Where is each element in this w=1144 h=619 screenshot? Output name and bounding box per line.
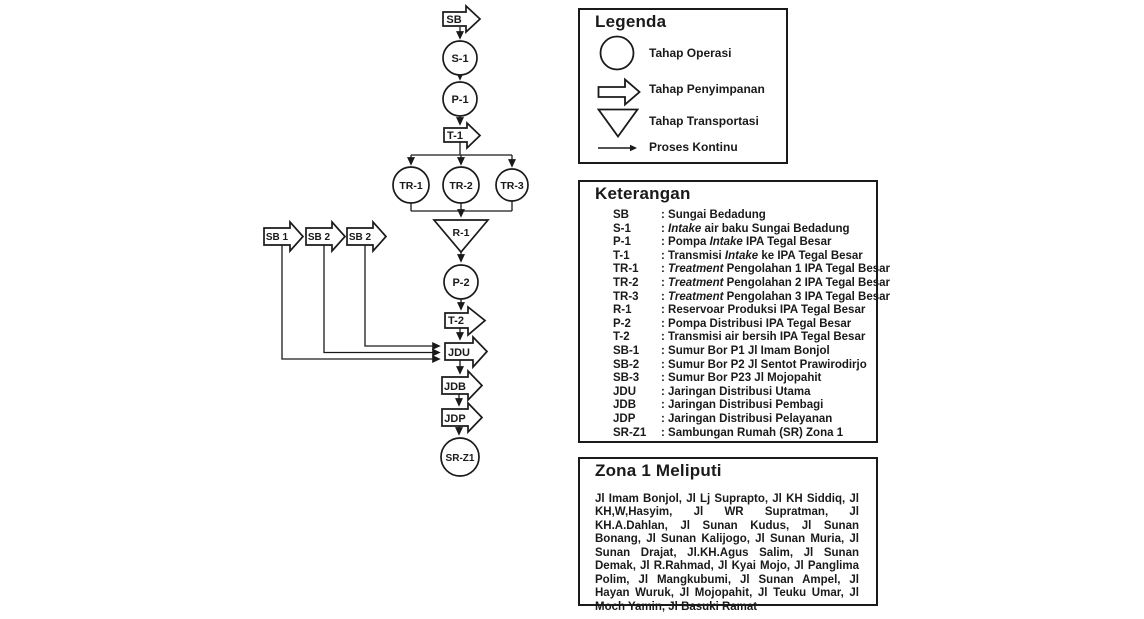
keterangan-term: SR-Z1: [613, 426, 647, 439]
keterangan-term: SB-2: [613, 358, 640, 371]
keterangan-desc: : Jaringan Distribusi Utama: [661, 385, 811, 398]
node-p1-label: P-1: [451, 94, 469, 106]
node-t1-label: T-1: [447, 130, 463, 142]
keterangan-term: R-1: [613, 304, 632, 317]
keterangan-title: Keterangan: [595, 184, 691, 203]
keterangan-term: JDB: [613, 399, 637, 412]
keterangan-desc: : Jaringan Distribusi Pembagi: [661, 399, 824, 412]
connector-sb2b-jdu: [365, 245, 439, 346]
node-tr2-label: TR-2: [449, 180, 473, 192]
tahap-penyimpanan-block-arrow-icon: [597, 77, 641, 107]
keterangan-term: T-2: [613, 331, 630, 344]
keterangan-term: SB-1: [613, 344, 640, 357]
keterangan-row: [613, 427, 870, 441]
tahap-operasi-circle-icon: [599, 35, 635, 71]
zona-text: Jl Imam Bonjol, Jl Lj Suprapto, Jl KH Siddiq, Jl KH,W,Hasyim, Jl WR Supratman, Jl KH.A.Dahlan, Jl Sunan Kudus, Jl Sunan Bonang, Jl Sunan Kalijogo, Jl Sunan Muria, Jl Sunan Drajat, Jl.KH.Agus Salim, Jl Sunan Demak, Jl R.Rahmad, Jl Kyai Mojo, Jl Panglima Polim, Jl Mangkubumi, Jl Sunan Ampel, Jl Hayan Wuruk, Jl Mojopahit, Jl Teuku Umar, Jl Moch Yamin, Jl Basuki Ramat: [595, 493, 859, 613]
node-jdp-label: JDP: [444, 413, 466, 425]
node-sb1-label: SB 1: [265, 232, 289, 243]
keterangan-desc: : Treatment Pengolahan 3 IPA Tegal Besar: [661, 290, 891, 303]
keterangan-term: TR-3: [613, 290, 639, 303]
keterangan-term: SB: [613, 209, 629, 221]
keterangan-term: P-2: [613, 317, 631, 330]
node-t2-label: T-2: [448, 315, 464, 327]
legend-item-label: Tahap Penyimpanan: [649, 82, 765, 96]
keterangan-desc: : Pompa Distribusi IPA Tegal Besar: [661, 317, 852, 330]
zona-title: Zona 1 Meliputi: [595, 461, 722, 480]
keterangan-term: TR-1: [613, 263, 639, 276]
keterangan-term: JDU: [613, 385, 637, 398]
keterangan-desc: : Sumur Bor P2 Jl Sentot Prawirodirjo: [661, 358, 867, 371]
tahap-transportasi-triangle-icon: [597, 108, 639, 138]
keterangan-desc: : Sungai Bedadung: [661, 209, 766, 221]
zona-box: [578, 457, 878, 613]
legend-item-label: Tahap Transportasi: [649, 114, 759, 128]
keterangan-box: [578, 180, 891, 443]
keterangan-row: [613, 345, 870, 359]
node-p2-label: P-2: [452, 277, 470, 289]
keterangan-desc: : Sambungan Rumah (SR) Zona 1: [661, 426, 844, 439]
node-tr1-label: TR-1: [399, 180, 423, 192]
flowchart: [0, 0, 560, 619]
node-r1-label: R-1: [452, 227, 470, 239]
node-jdb-label: JDB: [443, 381, 467, 393]
keterangan-row: [613, 209, 870, 223]
keterangan-row: [613, 413, 870, 427]
keterangan-row: [613, 223, 870, 237]
keterangan-desc: : Transmisi Intake ke IPA Tegal Besar: [661, 249, 863, 262]
keterangan-term: T-1: [613, 249, 630, 262]
keterangan-row: [613, 372, 870, 386]
keterangan-row: [613, 359, 870, 373]
keterangan-term: S-1: [613, 222, 631, 235]
proses-kontinu-arrow-icon: [598, 143, 638, 153]
keterangan-desc: : Intake air baku Sungai Bedadung: [661, 222, 850, 235]
keterangan-row: [613, 236, 870, 250]
connector-sb1-jdu: [282, 245, 439, 359]
keterangan-desc: : Treatment Pengolahan 2 IPA Tegal Besar: [661, 276, 891, 289]
keterangan-desc: : Jaringan Distribusi Pelayanan: [661, 412, 833, 425]
node-sb2a-label: SB 2: [307, 232, 331, 243]
keterangan-desc: : Sumur Bor P23 Jl Mojopahit: [661, 372, 822, 385]
keterangan-row: [613, 399, 870, 413]
keterangan-rows: [613, 209, 891, 440]
legend-title: Legenda: [595, 12, 667, 31]
keterangan-row: [613, 318, 870, 332]
keterangan-row: [613, 304, 870, 318]
keterangan-row: [613, 263, 891, 277]
keterangan-row: [613, 276, 891, 291]
keterangan-row: [613, 250, 870, 264]
keterangan-row: [613, 386, 870, 400]
keterangan-desc: : Treatment Pengolahan 1 IPA Tegal Besar: [661, 263, 891, 276]
connector-sb2-jdu: [324, 245, 439, 353]
node-sb-label: SB: [446, 14, 462, 26]
keterangan-desc: : Reservoar Produksi IPA Tegal Besar: [661, 304, 866, 317]
node-srz1-label: SR-Z1: [445, 453, 475, 464]
keterangan-desc: : Sumur Bor P1 Jl Imam Bonjol: [661, 344, 830, 357]
node-s1-label: S-1: [451, 53, 469, 65]
node-jdu-label: JDU: [447, 347, 471, 359]
keterangan-row: [613, 331, 870, 345]
flow-nodes: [264, 6, 528, 476]
keterangan-term: TR-2: [613, 276, 639, 289]
keterangan-term: SB-3: [613, 372, 640, 385]
legend-item-label: Tahap Operasi: [649, 46, 732, 60]
keterangan-term: P-1: [613, 236, 631, 249]
keterangan-row: [613, 290, 891, 305]
legend-box: [578, 8, 788, 164]
node-tr3-label: TR-3: [500, 180, 524, 192]
keterangan-desc: : Transmisi air bersih IPA Tegal Besar: [661, 331, 866, 344]
node-sb2b-label: SB 2: [348, 232, 372, 243]
legend-item-label: Proses Kontinu: [649, 140, 738, 154]
keterangan-desc: : Pompa Intake IPA Tegal Besar: [661, 236, 832, 249]
keterangan-term: JDP: [613, 412, 636, 425]
